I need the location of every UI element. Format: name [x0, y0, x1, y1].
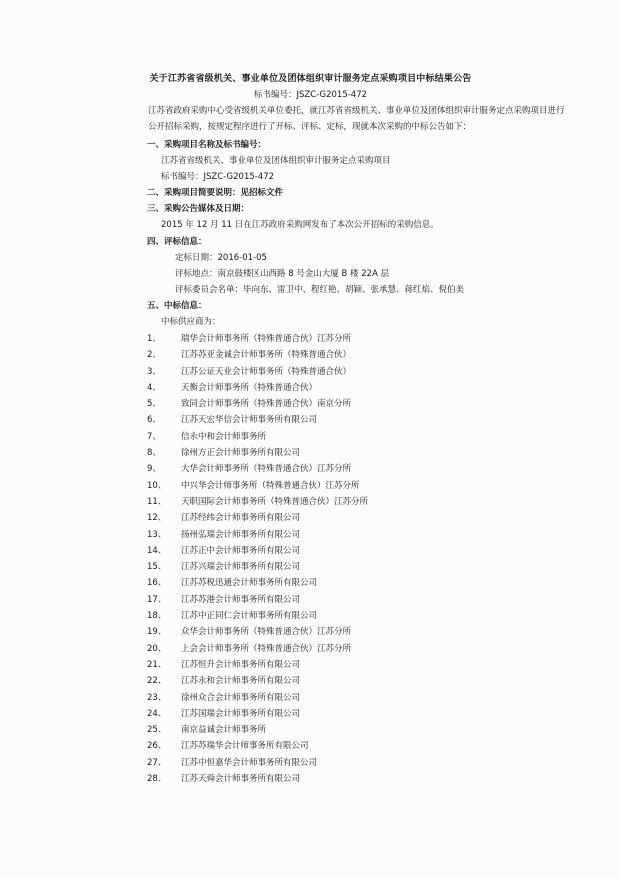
supplier-item	[147, 413, 567, 429]
supplier-item	[147, 479, 567, 495]
supplier-number: 26、	[147, 741, 167, 752]
supplier-number: 19、	[147, 627, 167, 638]
supplier-name: 大华会计师事务所（特殊普通合伙）江苏分所	[181, 464, 352, 475]
supplier-name: 江苏永和会计师事务所有限公司	[181, 676, 301, 687]
supplier-name: 致同会计师事务所（特殊普通合伙）南京分所	[181, 399, 352, 410]
supplier-number: 22、	[147, 676, 167, 687]
supplier-number: 13、	[147, 529, 167, 540]
supplier-number: 14、	[147, 545, 167, 556]
supplier-name: 中兴华会计师事务所（特殊普通合伙）江苏分所	[181, 480, 360, 491]
supplier-name: 江苏正中会计师事务所有限公司	[181, 545, 301, 556]
supplier-item	[147, 772, 567, 788]
supplier-number: 1、	[147, 334, 161, 344]
supplier-number: 18、	[147, 611, 167, 622]
intro-text: 江苏省政府采购中心受省级机关单位委托，就江苏省省级机关、事业单位及团体组织审计服务定点采购项目进行公开招标采购，按规定程序进行了开标、评标、定标，现就本次采购的中标公告如下：	[148, 106, 565, 132]
supplier-item	[147, 544, 567, 560]
supplier-name: 信永中和会计师事务所	[181, 431, 267, 442]
supplier-item	[147, 576, 567, 592]
supplier-number: 9、	[147, 464, 161, 475]
supplier-number: 3、	[147, 366, 161, 377]
supplier-item	[147, 365, 567, 381]
supplier-name: 江苏中正同仁会计师事务所有限公司	[181, 611, 318, 622]
section4-committee: 评标委员会名单：毕向东、雷卫中、程红艳、胡颖、张承慧、蒋红焰、倪伯美	[175, 285, 465, 295]
supplier-number: 24、	[147, 708, 167, 719]
supplier-item	[147, 658, 567, 674]
supplier-number: 25、	[147, 725, 167, 736]
document-title: 关于江苏省省级机关、事业单位及团体组织审计服务定点采购项目中标结果公告	[149, 74, 472, 84]
supplier-list	[147, 332, 567, 788]
section4-date: 定标日期：2016-01-05	[175, 253, 267, 263]
supplier-number: 21、	[147, 659, 167, 670]
supplier-item	[147, 430, 567, 446]
supplier-number: 17、	[147, 594, 167, 605]
supplier-name: 江苏经纬会计师事务所有限公司	[181, 513, 301, 524]
supplier-item	[147, 642, 567, 658]
section2-text: 二、采购项目简要说明：见招标文件	[147, 188, 284, 198]
supplier-name: 江苏苏港会计师事务所有限公司	[181, 594, 301, 605]
supplier-number: 12、	[147, 513, 167, 524]
supplier-item	[147, 609, 567, 625]
supplier-item	[147, 691, 567, 707]
supplier-item	[147, 446, 567, 462]
supplier-name: 江苏公证天业会计师事务所（特殊普通合伙）	[181, 366, 352, 377]
supplier-number: 10、	[147, 480, 167, 491]
supplier-name: 江苏兴瑞会计师事务所有限公司	[181, 562, 301, 573]
supplier-number: 27、	[147, 757, 167, 768]
supplier-number: 2、	[147, 350, 161, 361]
supplier-name: 天职国际会计师事务所（特殊普通合伙）江苏分所	[181, 496, 369, 507]
supplier-item	[147, 511, 567, 527]
section1-project-name: 江苏省省级机关、事业单位及团体组织审计服务定点采购项目	[161, 156, 391, 166]
supplier-item	[147, 560, 567, 576]
supplier-item	[147, 739, 567, 755]
supplier-name: 江苏国瑞会计师事务所有限公司	[181, 708, 301, 719]
supplier-number: 28、	[147, 774, 167, 785]
supplier-item	[147, 707, 567, 723]
supplier-number: 4、	[147, 382, 161, 393]
supplier-name: 瑞华会计师事务所（特殊普通合伙）江苏分所	[181, 334, 352, 344]
supplier-item	[147, 756, 567, 772]
supplier-number: 8、	[147, 448, 161, 459]
supplier-name: 上会会计师事务所（特殊普通合伙）江苏分所	[181, 643, 352, 654]
section4-heading: 四、评标信息：	[147, 237, 207, 247]
supplier-item	[147, 674, 567, 690]
supplier-name: 江苏天舜会计师事务所有限公司	[181, 774, 301, 785]
section4-location: 评标地点：南京鼓楼区山西路 8 号金山大厦 B 楼 22A 层	[175, 269, 390, 279]
supplier-name: 扬州弘瑞会计师事务所有限公司	[181, 529, 301, 540]
supplier-name: 江苏苏税迅通会计师事务所有限公司	[181, 578, 318, 589]
supplier-name: 江苏苏亚金诚会计师事务所（特殊普通合伙）	[181, 350, 352, 361]
supplier-item	[147, 625, 567, 641]
supplier-item	[147, 495, 567, 511]
supplier-name: 众华会计师事务所（特殊普通合伙）江苏分所	[181, 627, 352, 638]
supplier-number: 6、	[147, 415, 161, 426]
supplier-number: 15、	[147, 562, 167, 573]
supplier-item	[147, 593, 567, 609]
section3-heading: 三、采购公告媒体及日期：	[147, 204, 250, 214]
document-number: 标书编号：JSZC-G2015-472	[253, 90, 368, 100]
supplier-name: 江苏中恒嘉华会计师事务所有限公司	[181, 757, 318, 768]
supplier-number: 16、	[147, 578, 167, 589]
supplier-number: 11、	[147, 496, 167, 507]
supplier-number: 23、	[147, 692, 167, 703]
supplier-name: 天衡会计师事务所（特殊普通合伙）	[181, 382, 318, 393]
supplier-item	[147, 462, 567, 478]
section1-project-number: 标书编号：JSZC-G2015-472	[161, 172, 275, 182]
supplier-item	[147, 723, 567, 739]
section5-subheading: 中标供应商为：	[161, 317, 221, 327]
supplier-item	[147, 348, 567, 364]
supplier-name: 徐州方正会计师事务所有限公司	[181, 448, 301, 459]
supplier-name: 南京益诚会计师事务所	[181, 725, 267, 736]
supplier-number: 7、	[147, 431, 161, 442]
supplier-item	[147, 397, 567, 413]
supplier-number: 20、	[147, 643, 167, 654]
supplier-name: 江苏苏瑞华会计师事务所有限公司	[181, 741, 309, 752]
supplier-name: 徐州众合会计师事务所有限公司	[181, 692, 301, 703]
supplier-name: 江苏恒升会计师事务所有限公司	[181, 659, 301, 670]
supplier-item	[147, 332, 567, 348]
section3-text: 2015 年 12 月 11 日在江苏政府采购网发布了本次公开招标的采购信息。	[161, 220, 439, 230]
supplier-name: 江苏天宏华信会计师事务所有限公司	[181, 415, 318, 426]
supplier-item	[147, 528, 567, 544]
supplier-item	[147, 381, 567, 397]
supplier-number: 5、	[147, 399, 161, 410]
section1-heading: 一、采购项目名称及标书编号：	[147, 140, 267, 150]
intro-paragraph	[132, 103, 566, 135]
section5-heading: 五、中标信息：	[147, 301, 207, 311]
